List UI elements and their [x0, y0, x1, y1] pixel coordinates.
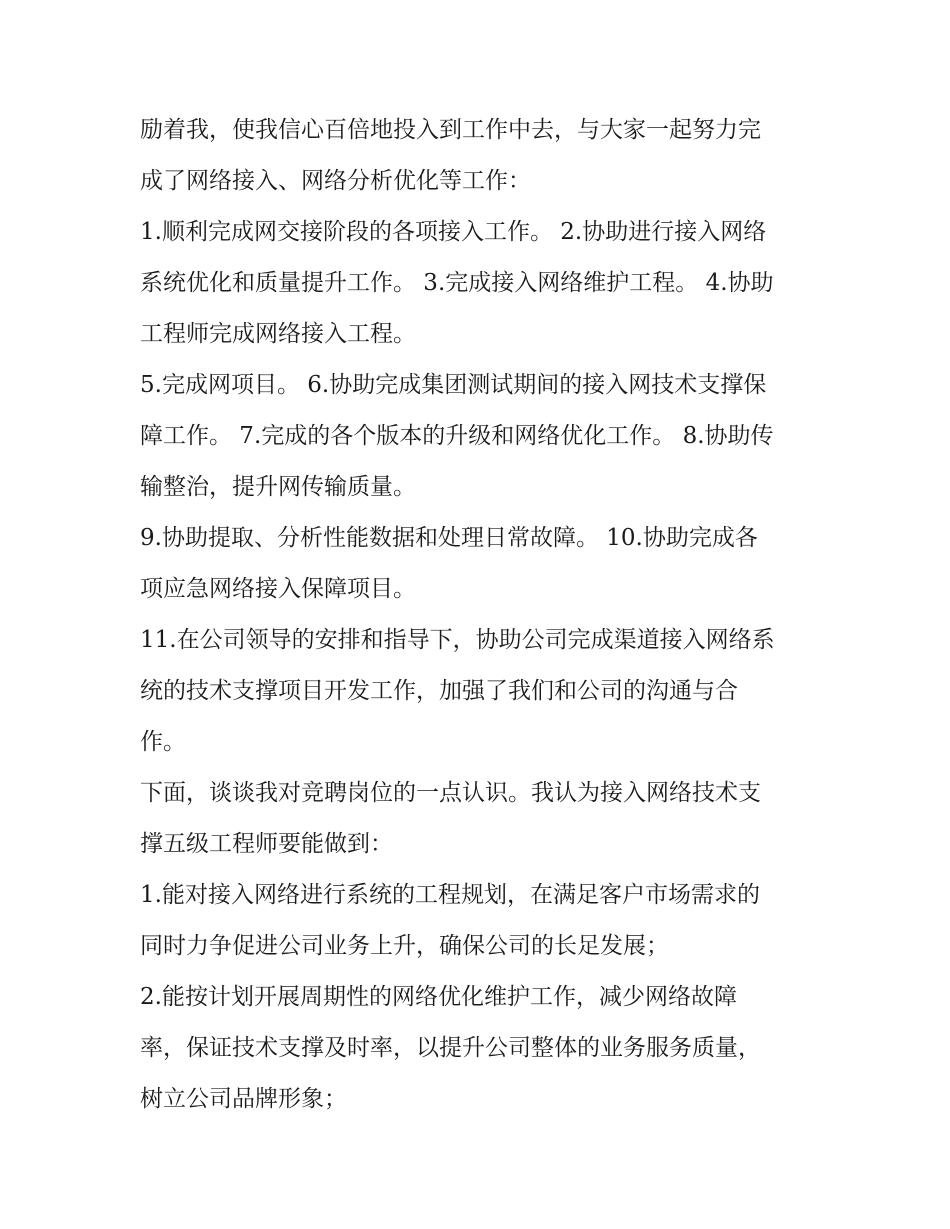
paragraph-requirement-1: 1.能对接入网络进行系统的工程规划，在满足客户市场需求的 同时力争促进公司业务上升，确保公司的长足发展；: [140, 882, 760, 959]
paragraph-item-11: 11.在公司领导的安排和指导下，协助公司完成渠道接入网络系 统的技术支撑项目开发工作，加强了我们和公司的沟通与合 作。: [140, 627, 775, 755]
document-body: [140, 105, 830, 1125]
paragraph-items-5-8: 5.完成网项目。 6.协助完成集团测试期间的接入网技术支撑保 障工作。 7.完成的各个版本的升级和网络优化工作。 8.协助传 输整治，提升网传输质量。: [140, 372, 774, 500]
paragraph-intro: 励着我，使我信心百倍地投入到工作中去，与大家一起努力完 成了网络接入、网络分析优化等工作：: [140, 117, 761, 194]
paragraph-position-view: 下面，谈谈我对竞聘岗位的一点认识。我认为接入网络技术支 撑五级工程师要能做到：: [140, 780, 761, 857]
paragraph-items-1-4: 1.顺利完成网交接阶段的各项接入工作。 2.协助进行接入网络 系统优化和质量提升工作。 3.完成接入网络维护工程。 4.协助 工程师完成网络接入工程。: [140, 219, 774, 347]
paragraph-requirement-2: 2.能按计划开展周期性的网络优化维护工作，减少网络故障 率，保证技术支撑及时率，以提升公司整体的业务服务质量， 树立公司品牌形象；: [140, 984, 761, 1112]
paragraph-items-9-10: 9.协助提取、分析性能数据和处理日常故障。 10.协助完成各 项应急网络接入保障项目。: [140, 525, 758, 602]
